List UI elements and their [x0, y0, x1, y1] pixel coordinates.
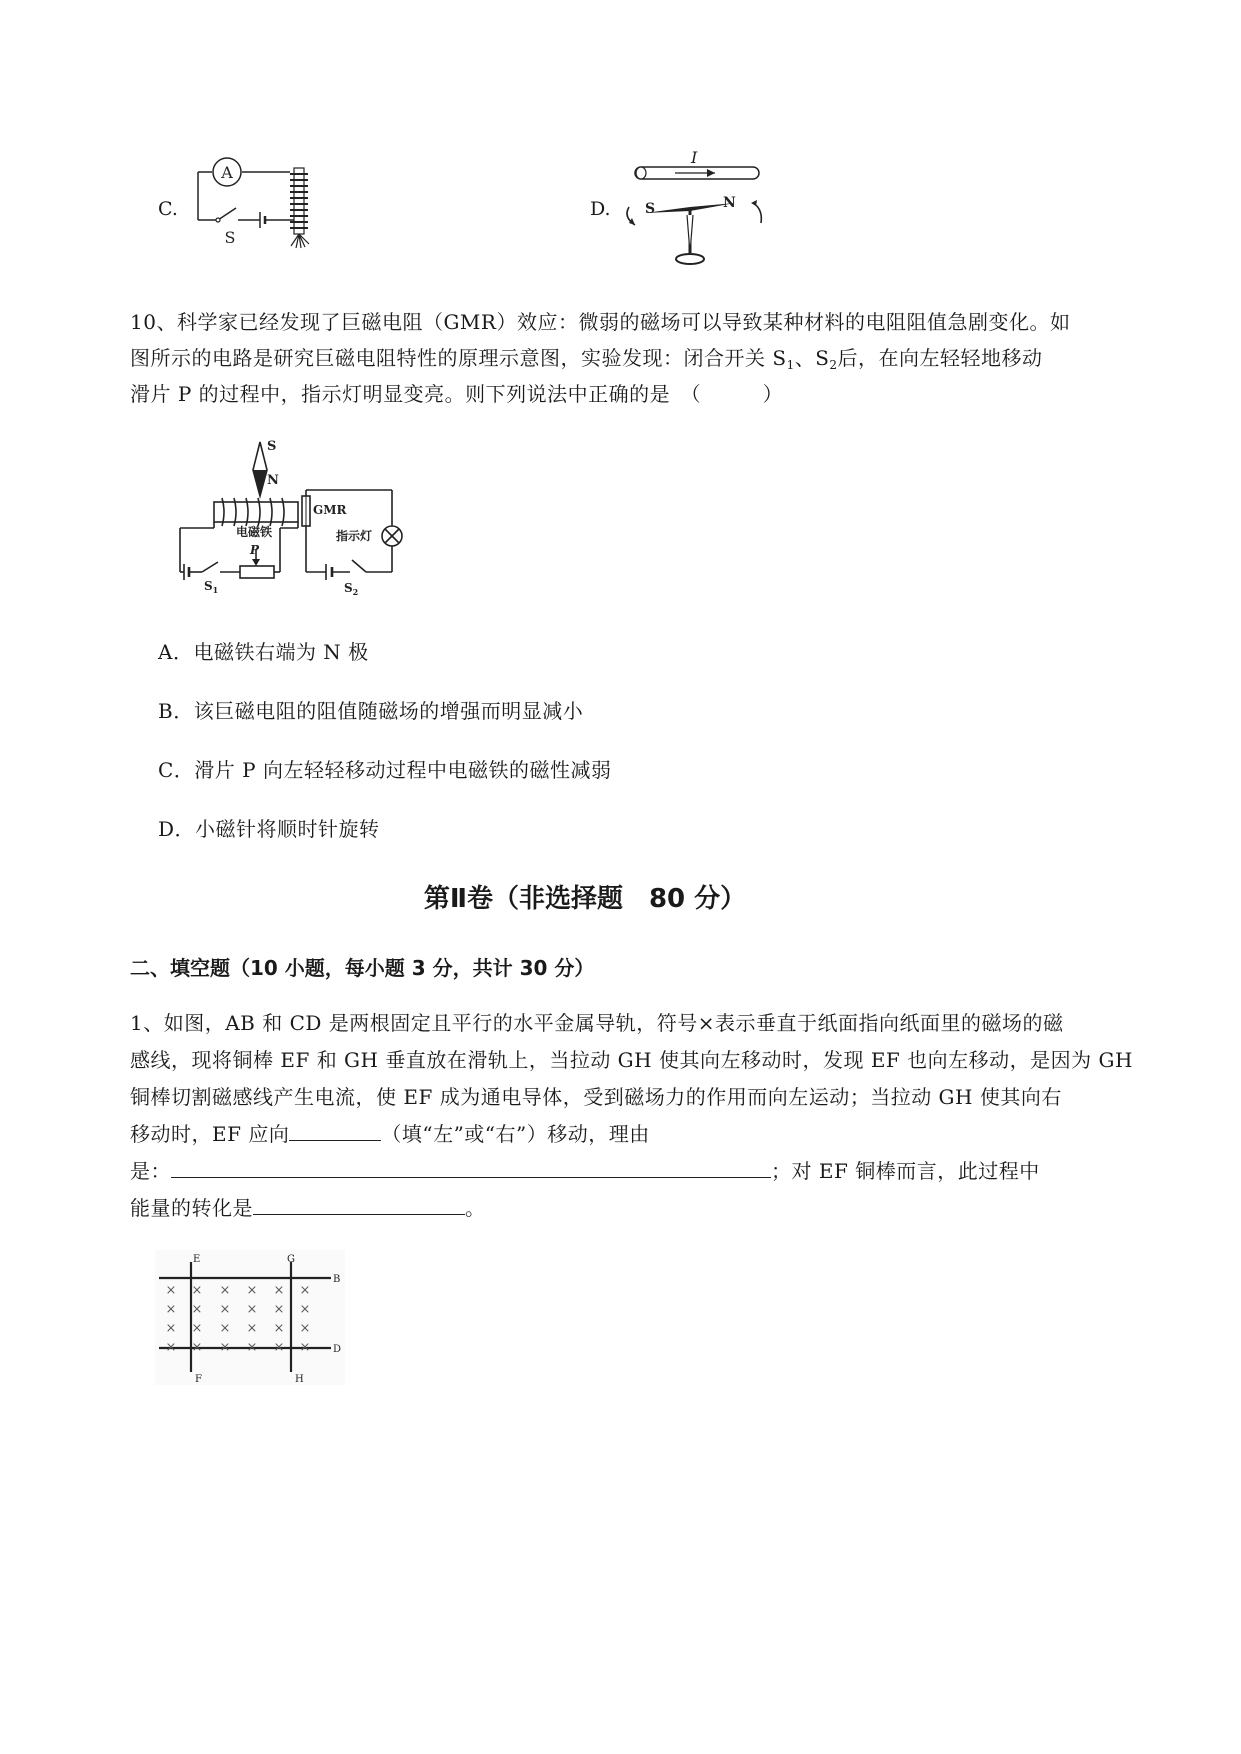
- field-cross-mark: ×: [246, 1340, 258, 1355]
- fill1-line-5-part-b: ；对 EF 铜棒而言，此过程中: [771, 1159, 1040, 1183]
- fill1-line-6: [130, 1188, 486, 1228]
- option-c-circuit-diagram: [190, 150, 330, 250]
- field-cross-mark: ×: [219, 1302, 231, 1317]
- fill1-line-6-part-b: 。: [465, 1196, 486, 1220]
- north-pole-label: N: [723, 195, 736, 211]
- field-cross-mark: ×: [191, 1321, 203, 1336]
- q10-line-2-part-c: 后，在向左轻轻地移动: [837, 346, 1043, 370]
- fill1-line-1: 1、如图，AB 和 CD 是两根固定且平行的水平金属导轨，符号×表示垂直于纸面指向纸面里的磁场的磁: [130, 1011, 1064, 1035]
- electromagnet-label: 电磁铁: [236, 525, 273, 539]
- q10-line-2-part-a: 图所示的电路是研究巨磁电阻特性的原理示意图，实验发现：闭合开关 S: [130, 346, 787, 370]
- q10-choice-c: C．滑片 P 向左轻轻移动过程中电磁铁的磁性减弱: [158, 758, 612, 782]
- reason-answer-blank[interactable]: [171, 1153, 771, 1178]
- q10-line-1: 10、科学家已经发现了巨磁电阻（GMR）效应：微弱的磁场可以导致某种材料的电阻阻值急剧变化。如: [130, 310, 1071, 334]
- option-d-compass-diagram: [615, 145, 775, 270]
- option-d-label: D.: [590, 198, 611, 220]
- field-cross-mark: ×: [299, 1321, 311, 1336]
- field-cross-mark: ×: [165, 1340, 177, 1355]
- ammeter-label: A: [221, 163, 233, 182]
- field-cross-mark: ×: [273, 1340, 285, 1355]
- part-2-title: 第Ⅱ卷（非选择题 80 分）: [423, 884, 747, 914]
- rail-d-label: D: [333, 1344, 342, 1355]
- field-cross-mark: ×: [219, 1321, 231, 1336]
- s1-subscript: 1: [786, 358, 795, 372]
- fill1-line-2: 感线，现将铜棒 EF 和 GH 垂直放在滑轨上，当拉动 GH 使其向左移动时，发现 EF 也向左移动，是因为 GH: [130, 1048, 1133, 1072]
- fill1-line-4: [130, 1114, 650, 1154]
- field-cross-mark: ×: [246, 1321, 258, 1336]
- section-2-heading: 二、填空题（10 小题，每小题 3 分，共计 30 分）: [130, 956, 595, 980]
- gmr-label: GMR: [313, 503, 347, 517]
- q10-choice-d: D．小磁针将顺时针旋转: [158, 817, 380, 841]
- q10-line-3: 滑片 P 的过程中，指示灯明显变亮。则下列说法中正确的是 （ ）: [130, 382, 784, 406]
- field-cross-mark: ×: [165, 1283, 177, 1298]
- field-cross-mark: ×: [219, 1340, 231, 1355]
- switch-label: S: [224, 228, 236, 247]
- rod-g-label: G: [287, 1254, 295, 1265]
- switch-s1-label: $S_1$: [204, 579, 219, 595]
- field-cross-mark: ×: [299, 1283, 311, 1298]
- direction-answer-blank[interactable]: [289, 1116, 381, 1141]
- q10-choice-a: A．电磁铁右端为 N 极: [158, 640, 369, 664]
- fill1-line-4-part-a: 移动时，EF 应向: [130, 1122, 290, 1146]
- south-pole-label: S: [645, 201, 656, 217]
- rails-magnetic-field-diagram: [155, 1250, 345, 1385]
- field-cross-mark: ×: [165, 1321, 177, 1336]
- indicator-lamp-label: 指示灯: [336, 529, 373, 543]
- compass-s-label: S: [267, 439, 277, 454]
- rail-b-label: B: [333, 1274, 341, 1285]
- field-cross-mark: ×: [273, 1321, 285, 1336]
- switch-s2-label: $S_2$: [344, 581, 359, 597]
- q10-line-2-part-b: 、S: [794, 346, 830, 370]
- option-c-label: C.: [158, 198, 178, 220]
- field-cross-mark: ×: [165, 1302, 177, 1317]
- fill1-line-5: [130, 1151, 1040, 1191]
- current-label: I: [691, 148, 698, 167]
- compass-n-label: N: [267, 473, 279, 488]
- q10-choice-b: B．该巨磁电阻的阻值随磁场的增强而明显减小: [158, 699, 584, 723]
- fill1-line-5-part-a: 是：: [130, 1159, 171, 1183]
- fill1-line-4-part-b: （填“左”或“右”）移动，理由: [381, 1122, 650, 1146]
- fill1-line-3: 铜棒切割磁感线产生电流，使 EF 成为通电导体，受到磁场力的作用而向左运动；当拉动 GH 使其向右: [130, 1085, 1062, 1109]
- slider-p-label: P: [250, 543, 260, 557]
- energy-conversion-answer-blank[interactable]: [253, 1190, 465, 1215]
- field-cross-mark: ×: [219, 1283, 231, 1298]
- field-cross-mark: ×: [246, 1283, 258, 1298]
- fill1-line-6-part-a: 能量的转化是: [130, 1196, 253, 1220]
- gmr-circuit-diagram: [160, 432, 420, 602]
- field-cross-mark: ×: [273, 1302, 285, 1317]
- field-cross-mark: ×: [246, 1302, 258, 1317]
- rod-e-label: E: [193, 1254, 201, 1265]
- rod-f-label: F: [195, 1374, 202, 1385]
- s2-subscript: 2: [829, 358, 838, 372]
- field-cross-mark: ×: [299, 1302, 311, 1317]
- rod-h-label: H: [295, 1374, 304, 1385]
- field-cross-mark: ×: [191, 1302, 203, 1317]
- field-cross-mark: ×: [299, 1340, 311, 1355]
- field-cross-mark: ×: [191, 1283, 203, 1298]
- field-cross-mark: ×: [273, 1283, 285, 1298]
- field-cross-mark: ×: [191, 1340, 203, 1355]
